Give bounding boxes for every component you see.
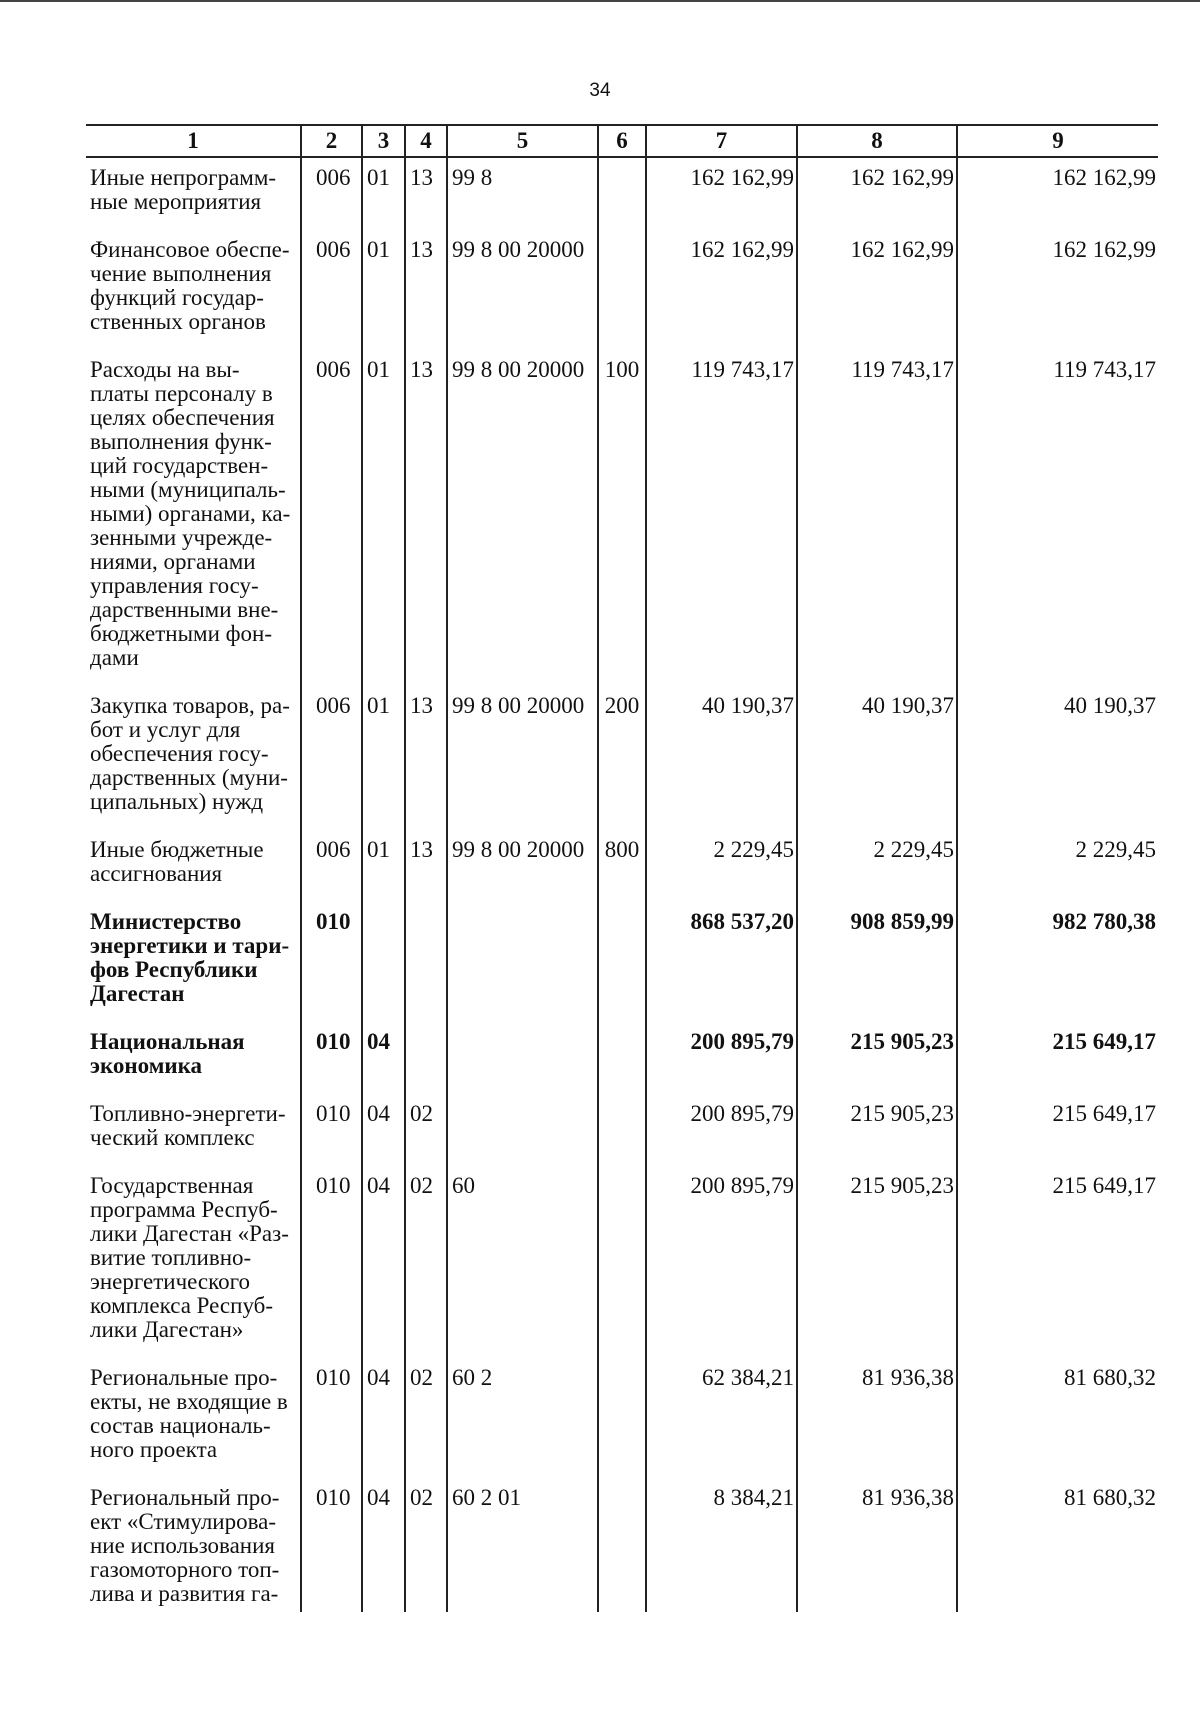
row-section: 04 <box>362 1022 405 1094</box>
table-header <box>86 125 1158 157</box>
row-amount-col7: 62 384,21 <box>646 1358 797 1478</box>
row-amount-col9: 162 162,99 <box>957 157 1158 230</box>
row-section: 01 <box>362 686 405 830</box>
row-name: Финансовое обеспе-чение выполнения функций государ-ственных органов <box>90 237 290 334</box>
row-amount-col8: 215 905,23 <box>797 1094 957 1166</box>
row-target-article: 99 8 00 20000 <box>447 830 598 902</box>
table-row <box>86 1358 1158 1478</box>
row-ministry-code: 006 <box>301 157 362 230</box>
row-name: Национальная экономика <box>90 1029 245 1078</box>
row-expense-type <box>598 1094 646 1166</box>
row-amount-col7: 162 162,99 <box>646 157 797 230</box>
row-amount-col7: 200 895,79 <box>646 1094 797 1166</box>
header-col-7: 7 <box>646 125 797 157</box>
row-amount-col9: 81 680,32 <box>957 1478 1158 1612</box>
budget-table <box>86 124 1158 1612</box>
row-amount-col9: 2 229,45 <box>957 830 1158 902</box>
header-col-5: 5 <box>447 125 598 157</box>
row-amount-col7: 200 895,79 <box>646 1022 797 1094</box>
row-section <box>362 902 405 1022</box>
row-name: Иные бюджетные ассигнования <box>90 837 264 886</box>
row-subsection <box>405 902 447 1022</box>
row-amount-col9: 162 162,99 <box>957 230 1158 350</box>
row-ministry-code: 006 <box>301 686 362 830</box>
header-col-8: 8 <box>797 125 957 157</box>
row-expense-type <box>598 1358 646 1478</box>
row-expense-type: 100 <box>598 350 646 686</box>
row-amount-col7: 8 384,21 <box>646 1478 797 1612</box>
scan-top-edge <box>0 0 1200 2</box>
row-target-article: 99 8 00 20000 <box>447 686 598 830</box>
row-ministry-code: 010 <box>301 902 362 1022</box>
row-amount-col7: 119 743,17 <box>646 350 797 686</box>
row-amount-col7: 162 162,99 <box>646 230 797 350</box>
row-target-article <box>447 902 598 1022</box>
row-amount-col8: 81 936,38 <box>797 1478 957 1612</box>
table-row <box>86 1022 1158 1094</box>
row-ministry-code: 010 <box>301 1094 362 1166</box>
row-amount-col7: 200 895,79 <box>646 1166 797 1358</box>
budget-table-container <box>86 124 1158 1612</box>
row-section: 01 <box>362 350 405 686</box>
row-target-article: 99 8 00 20000 <box>447 230 598 350</box>
row-name: Министерство энергетики и тари-фов Республики Дагестан <box>90 909 290 1006</box>
row-section: 04 <box>362 1166 405 1358</box>
table-row <box>86 902 1158 1022</box>
row-amount-col8: 119 743,17 <box>797 350 957 686</box>
table-row <box>86 1166 1158 1358</box>
row-subsection <box>405 1022 447 1094</box>
row-target-article <box>447 1094 598 1166</box>
row-section: 01 <box>362 230 405 350</box>
row-section: 01 <box>362 830 405 902</box>
row-ministry-code: 006 <box>301 230 362 350</box>
row-amount-col7: 868 537,20 <box>646 902 797 1022</box>
row-subsection: 02 <box>405 1358 447 1478</box>
row-target-article: 99 8 00 20000 <box>447 350 598 686</box>
row-target-article <box>447 1022 598 1094</box>
table-row <box>86 350 1158 686</box>
table-row <box>86 1478 1158 1612</box>
table-row <box>86 157 1158 230</box>
row-amount-col8: 908 859,99 <box>797 902 957 1022</box>
row-name: Закупка товаров, ра-бот и услуг для обеспечения госу-дарственных (муни-ципальных) нужд <box>90 693 290 814</box>
table-body <box>86 157 1158 1612</box>
row-section: 04 <box>362 1094 405 1166</box>
row-amount-col8: 215 905,23 <box>797 1166 957 1358</box>
table-row <box>86 686 1158 830</box>
row-amount-col8: 162 162,99 <box>797 230 957 350</box>
row-amount-col8: 2 229,45 <box>797 830 957 902</box>
table-row <box>86 1094 1158 1166</box>
row-target-article: 99 8 <box>447 157 598 230</box>
row-ministry-code: 010 <box>301 1478 362 1612</box>
row-name: Региональные про-екты, не входящие в состав националь-ного проекта <box>90 1365 288 1462</box>
table-row <box>86 230 1158 350</box>
header-col-4: 4 <box>405 125 447 157</box>
row-ministry-code: 006 <box>301 830 362 902</box>
row-amount-col8: 40 190,37 <box>797 686 957 830</box>
row-subsection: 13 <box>405 230 447 350</box>
row-subsection: 13 <box>405 350 447 686</box>
row-subsection: 02 <box>405 1094 447 1166</box>
row-ministry-code: 010 <box>301 1022 362 1094</box>
row-subsection: 13 <box>405 686 447 830</box>
row-section: 04 <box>362 1478 405 1612</box>
row-target-article: 60 <box>447 1166 598 1358</box>
header-row <box>86 125 1158 157</box>
row-expense-type <box>598 1022 646 1094</box>
row-target-article: 60 2 <box>447 1358 598 1478</box>
row-expense-type <box>598 1166 646 1358</box>
row-name: Иные непрограмм-ные мероприятия <box>90 165 277 214</box>
row-amount-col7: 40 190,37 <box>646 686 797 830</box>
row-amount-col9: 81 680,32 <box>957 1358 1158 1478</box>
row-name: Региональный про-ект «Стимулирова-ние использования газомоторного топ-лива и развития га- <box>90 1485 280 1606</box>
row-amount-col9: 119 743,17 <box>957 350 1158 686</box>
row-amount-col9: 40 190,37 <box>957 686 1158 830</box>
row-ministry-code: 006 <box>301 350 362 686</box>
row-subsection: 13 <box>405 157 447 230</box>
row-amount-col7: 2 229,45 <box>646 830 797 902</box>
row-ministry-code: 010 <box>301 1358 362 1478</box>
header-col-2: 2 <box>301 125 362 157</box>
header-col-6: 6 <box>598 125 646 157</box>
row-expense-type <box>598 230 646 350</box>
table-row <box>86 830 1158 902</box>
row-subsection: 02 <box>405 1478 447 1612</box>
row-expense-type <box>598 157 646 230</box>
row-ministry-code: 010 <box>301 1166 362 1358</box>
row-amount-col8: 162 162,99 <box>797 157 957 230</box>
row-amount-col8: 81 936,38 <box>797 1358 957 1478</box>
row-amount-col9: 215 649,17 <box>957 1022 1158 1094</box>
row-amount-col9: 215 649,17 <box>957 1166 1158 1358</box>
row-amount-col9: 215 649,17 <box>957 1094 1158 1166</box>
row-target-article: 60 2 01 <box>447 1478 598 1612</box>
row-subsection: 02 <box>405 1166 447 1358</box>
row-section: 01 <box>362 157 405 230</box>
row-amount-col8: 215 905,23 <box>797 1022 957 1094</box>
row-section: 04 <box>362 1358 405 1478</box>
row-name: Расходы на вы-платы персоналу в целях обеспечения выполнения функ-ций государствен-ными (муниципаль-ными) органами, ка-зенными учрежде-ниями, органами управления госу-дарственными вне-бюджетными фон-дами <box>90 357 291 670</box>
row-expense-type: 200 <box>598 686 646 830</box>
page-number: 34 <box>589 80 611 101</box>
row-expense-type: 800 <box>598 830 646 902</box>
header-col-9: 9 <box>957 125 1158 157</box>
row-name: Топливно-энергети-ческий комплекс <box>90 1101 286 1150</box>
row-amount-col9: 982 780,38 <box>957 902 1158 1022</box>
header-col-1: 1 <box>86 125 301 157</box>
row-expense-type <box>598 902 646 1022</box>
header-col-3: 3 <box>362 125 405 157</box>
row-subsection: 13 <box>405 830 447 902</box>
row-expense-type <box>598 1478 646 1612</box>
row-name: Государственная программа Респуб-лики Дагестан «Раз-витие топливно-энергетического комплекса Респуб-лики Дагестан» <box>90 1173 289 1342</box>
